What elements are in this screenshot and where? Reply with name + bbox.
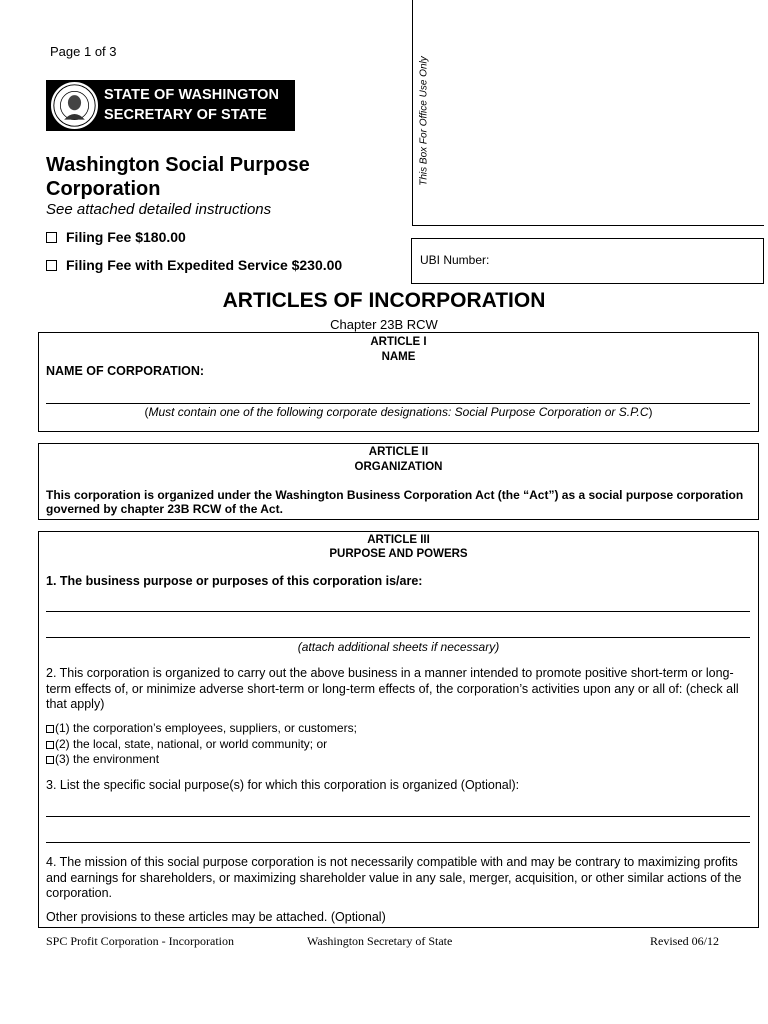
- business-purpose-field-1[interactable]: [46, 611, 750, 612]
- office-use-label: This Box For Office Use Only: [418, 56, 430, 186]
- footer-revision: Revised 06/12: [650, 934, 719, 948]
- logo-line-2: SECRETARY OF STATE: [104, 107, 267, 123]
- expedited-fee-option[interactable]: [46, 257, 342, 273]
- footer-agency: Washington Secretary of State: [307, 934, 453, 948]
- expedited-fee-label: Filing Fee with Expedited Service $230.00: [66, 257, 343, 273]
- filing-fee-label: Filing Fee $180.00: [66, 229, 186, 245]
- corporation-name-label: NAME OF CORPORATION:: [46, 364, 205, 378]
- article-1-heading: NAME: [381, 351, 416, 363]
- article-3-heading: PURPOSE AND POWERS: [329, 548, 468, 560]
- option-employees-checkbox[interactable]: [46, 725, 54, 733]
- logo-text: [104, 85, 279, 125]
- form-title: Washington Social Purpose Corporation: [46, 154, 310, 200]
- article-2-number: ARTICLE II: [368, 446, 429, 458]
- office-use-box: [412, 0, 764, 226]
- option-environment-checkbox[interactable]: [46, 756, 54, 764]
- option-environment[interactable]: [46, 752, 159, 768]
- ubi-number-box[interactable]: [411, 238, 764, 284]
- option-community-checkbox[interactable]: [46, 741, 54, 749]
- business-purpose-field-2[interactable]: [46, 637, 750, 638]
- designation-note-open: (: [144, 405, 149, 419]
- designation-note-text: Must contain one of the following corporate designations: Social Purpose Corporation or S.P.C: [148, 405, 649, 419]
- article-3-section: [38, 531, 759, 928]
- document-title: ARTICLES OF INCORPORATION: [222, 289, 546, 312]
- other-provisions-note: Other provisions to these articles may be attached. (Optional): [46, 910, 386, 924]
- organization-statement: This corporation is organized under the Washington Business Corporation Act (the “Act”) as a social purpose corporation governed by chapter 23B RCW of the Act.: [46, 488, 744, 516]
- mission-statement: 4. The mission of this social purpose corporation is not necessarily compatible with and may be contrary to maximizing profits and earnings for shareholders, or maximizing shareholder value in any sale, merger, acquisition, or other similar actions of the corporation.: [46, 855, 742, 900]
- option-community-label: (2) the local, state, national, or world community; or: [55, 737, 328, 751]
- business-purpose-label: 1. The business purpose or purposes of this corporation is/are:: [46, 574, 423, 588]
- attach-sheets-note: (attach additional sheets if necessary): [297, 640, 500, 654]
- page-number: Page 1 of 3: [50, 44, 117, 59]
- document-subtitle: Chapter 23B RCW: [330, 317, 438, 332]
- logo-line-1: STATE OF WASHINGTON: [104, 87, 280, 103]
- designation-note-close: ): [648, 405, 653, 419]
- option-community[interactable]: [46, 737, 327, 753]
- article-1-section: [38, 332, 759, 432]
- expedited-fee-checkbox[interactable]: [46, 260, 57, 271]
- article-2-section: [38, 443, 759, 520]
- social-purpose-field-2[interactable]: [46, 842, 750, 843]
- footer-form-name: SPC Profit Corporation - Incorporation: [46, 934, 234, 948]
- option-environment-label: (3) the environment: [55, 752, 160, 766]
- designation-note: [39, 405, 758, 419]
- article-3-number: ARTICLE III: [367, 534, 430, 546]
- washington-state-seal-icon: [50, 81, 99, 130]
- ubi-number-label: UBI Number:: [420, 253, 490, 267]
- corporation-name-field[interactable]: [46, 403, 750, 404]
- social-purpose-label: 3. List the specific social purpose(s) for which this corporation is organized (Optional):: [46, 778, 520, 792]
- secretary-of-state-logo: [46, 80, 295, 131]
- option-employees-label: (1) the corporation’s employees, suppliers, or customers;: [55, 721, 357, 735]
- social-effects-statement: 2. This corporation is organized to carry out the above business in a manner intended to promote positive short-term or long-term effects of, or minimize adverse short-term or long-term effects of, the corporation’s activities upon any or all of: (check all that apply): [46, 666, 739, 711]
- instructions-note: See attached detailed instructions: [46, 201, 272, 218]
- filing-fee-checkbox[interactable]: [46, 232, 57, 243]
- social-purpose-field-1[interactable]: [46, 816, 750, 817]
- article-1-number: ARTICLE I: [370, 336, 427, 348]
- article-2-heading: ORGANIZATION: [354, 461, 443, 473]
- filing-fee-option[interactable]: [46, 229, 186, 245]
- option-employees[interactable]: [46, 721, 357, 737]
